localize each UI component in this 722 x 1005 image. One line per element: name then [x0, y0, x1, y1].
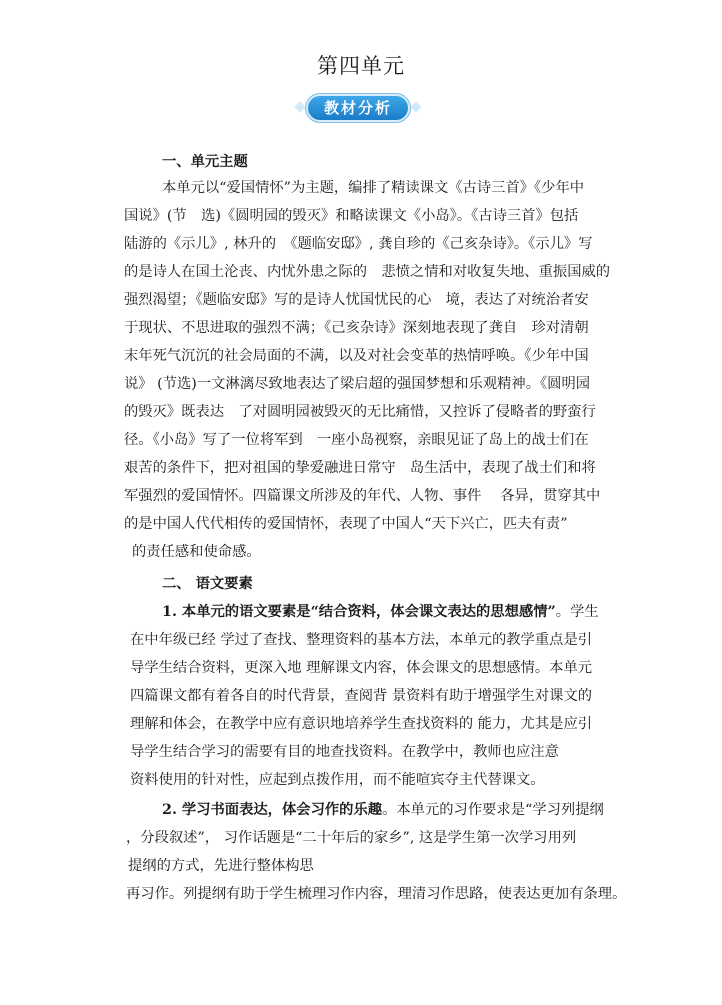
paragraph-line: 艰苦的条件下，把对祖国的挚爱融进日常守 岛生活中，表现了战士们和将 [124, 460, 596, 476]
section-heading-theme: 一、单元主题 [162, 154, 248, 170]
paragraph-line: 本单元以“爱国情怀”为主题，编排了精读课文《古诗三首》《少年中 [162, 180, 585, 196]
page-title: 第四单元 [317, 54, 405, 78]
badge-label: 教材分析 [323, 99, 392, 117]
paragraph-line: 的毁灭》既表达 了对圆明园被毁灭的无比痛惜，又控诉了侵略者的野蛮行 [124, 404, 596, 420]
paragraph-line: 陆游的《示儿》, 林升的 《题临安邸》, 龚自珍的《己亥杂诗》。《示儿》写 [124, 236, 593, 252]
item-1-lead [162, 602, 599, 622]
paragraph-line: 的是诗人在国土沦丧、内忧外患之际的 悲愤之情和对收复失地、重振国威的 [124, 264, 611, 280]
paragraph-line: 末年死气沉沉的社会局面的不满，以及对社会变革的热情呼唤。《少年中国 [124, 348, 589, 364]
item-1-emphasis: 1. 本单元的语文要素是“结合资料，体会课文表达的思想感情” [162, 604, 556, 620]
paragraph-line: 军强烈的爱国情怀。四篇课文所涉及的年代、人物、事件 各异，贯穿其中 [124, 488, 601, 504]
paragraph-line: 导学生结合学习的需要有目的地查找资料。在教学中，教师也应注意 [130, 744, 559, 760]
paragraph-line: 提纲的方式，先进行整体构思 [128, 858, 314, 874]
item-1-tail: 。学生 [555, 604, 599, 620]
paragraph-line: 径。《小岛》写了一位将军到 一座小岛视察，亲眼见证了岛上的战士们在 [124, 432, 589, 448]
paragraph-line: 资料使用的针对性，应起到点拨作用，而不能喧宾夺主代替课文。 [130, 772, 545, 788]
paragraph-line: 说》 (节选)一文淋漓尽致地表达了梁启超的强国梦想和乐观精神。《圆明园 [124, 376, 591, 392]
paragraph-line: 理解和体会，在教学中应有意识地培养学生查找资料的 能力，尤其是应引 [130, 716, 593, 732]
paragraph-line: 于现状、不思进取的强烈不满；《己亥杂诗》深刻地表现了龚自 珍对清朝 [124, 320, 589, 336]
paragraph-line: 国说》(节 选)《圆明园的毁灭》和略读课文《小岛》。《古诗三首》包括 [124, 208, 579, 224]
paragraph-line: 在中年级已经 学过了查找、整理资料的基本方法，本单元的教学重点是引 [130, 632, 593, 648]
paragraph-line: 四篇课文都有着各自的时代背景，查阅背 景资料有助于增强学生对课文的 [130, 688, 593, 704]
item-2-emphasis: 2. 学习书面表达，体会习作的乐趣 [162, 802, 383, 818]
paragraph-line: ，分段叙述”， 习作话题是“二十年后的家乡”, 这是学生第一次学习用列 [126, 830, 577, 846]
paragraph-line: 强烈渴望；《题临安邸》写的是诗人忧国忧民的心 境，表达了对统治者安 [124, 292, 589, 308]
section-badge [308, 96, 408, 120]
section-heading-elements: 二、 语文要素 [162, 576, 253, 592]
paragraph-line: 导学生结合资料，更深入地 理解课文内容，体会课文的思想感情。本单元 [130, 660, 593, 676]
paragraph-line: 再习作。列提纲有助于学生梳理习作内容，理清习作思路，使表达更加有条理。 [126, 886, 627, 902]
paragraph-line: 的责任感和使命感。 [132, 544, 261, 560]
item-2-lead [162, 800, 604, 820]
diamond-icon [410, 101, 421, 112]
paragraph-line: 的是中国人代代相传的爱国情怀，表现了中国人“天下兴亡，匹夫有责” [124, 516, 568, 532]
diamond-icon [294, 101, 305, 112]
item-2-tail: 。本单元的习作要求是“学习列提纲 [382, 802, 604, 818]
